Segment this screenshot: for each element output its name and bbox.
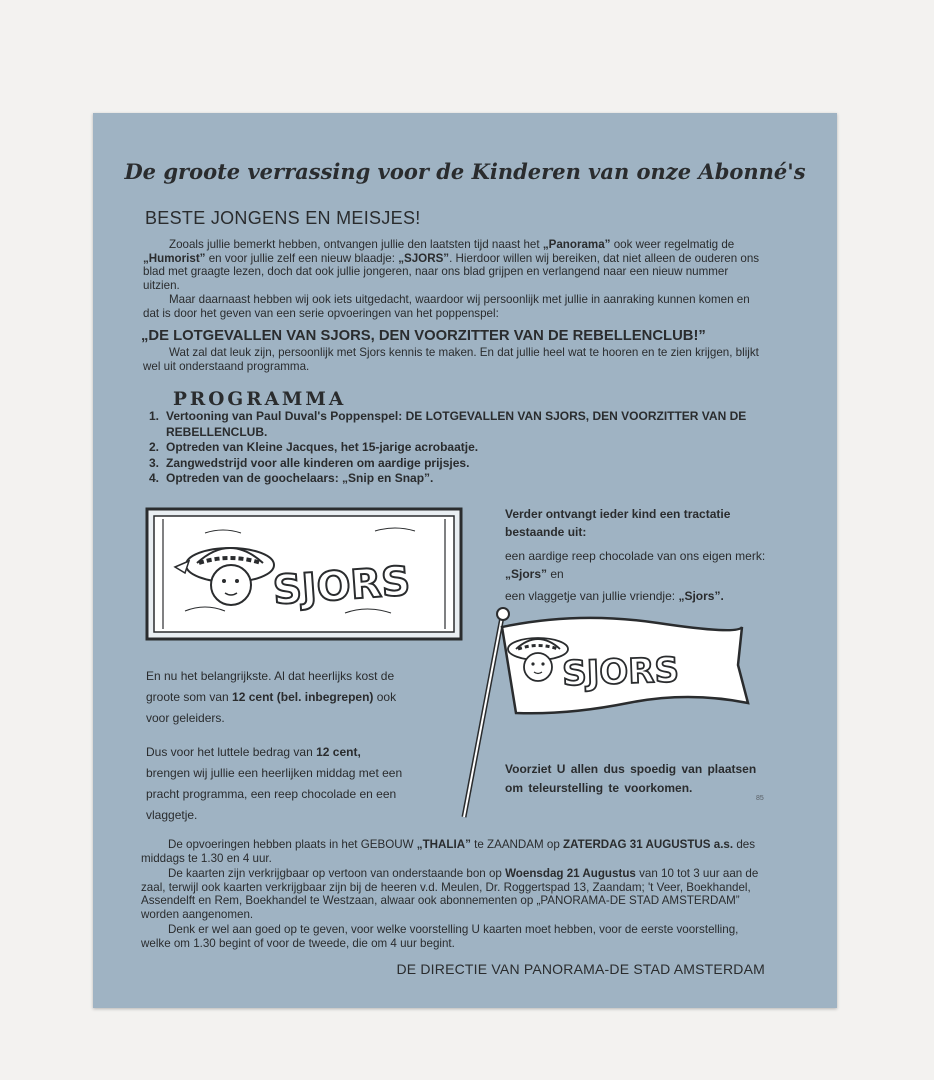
price-text xyxy=(146,666,406,826)
show-headline: „DE LOTGEVALLEN VAN SJORS, DEN VOORZITTER VAN DE REBELLENCLUB!” xyxy=(141,328,706,344)
tractatie-line-1: een aardige reep chocolade van ons eigen merk: „Sjors” en xyxy=(505,549,766,581)
panorama-name: „Panorama” xyxy=(542,238,611,251)
event-paragraph-3: Denk er wel aan goed op te geven, voor welke voorstelling U kaarten moet hebben, voor de eerste voorstelling, welke om 1.30 begint of voor de tweede, die om 4 uur begint. xyxy=(141,923,739,950)
humorist-name: „Humorist” xyxy=(143,251,206,265)
event-paragraph-2: De kaarten zijn verkrijgbaar op vertoon van onderstaande bon op Woensdag 21 Augustus van 10 tot 3 uur aan de zaal, terwijl ook kaarten verkrijgbaar zijn bij de heeren v.d. Meulen, Dr. Roggertspad 13, Zaandam; 't Veer, Boekhandel, Assendelft en Rem, Boekhandel te Westzaan, alwaar ook abonnementen op „PANORAMA-DE STAD AMSTERDAM” worden aangenomen. xyxy=(141,867,759,921)
sjors-name: „SJORS” xyxy=(398,251,450,265)
tractatie-text xyxy=(505,505,775,605)
event-paragraph-1: De opvoeringen hebben plaats in het GEBOUW „THALIA” te ZAANDAM op ZATERDAG 31 AUGUSTUS a.s. des middags te 1.30 en 4 uur. xyxy=(141,838,756,865)
event-details xyxy=(141,838,766,950)
call-to-action: Voorziet U allen dus spoedig van plaatsen om teleurstelling te voorkomen. xyxy=(505,762,757,795)
tractatie-lead: Verder ontvangt ieder kind een tractatie bestaande uit: xyxy=(505,507,731,539)
intro-paragraph-3: Wat zal dat leuk zijn, persoonlijk met Sjors kennis te maken. En dat jullie heel wat te hooren en te zien krijgen, blijkt wel uit onderstaand programma. xyxy=(143,346,759,373)
print-mark: 85 xyxy=(756,795,764,802)
programma-item: 1. Vertooning van Paul Duval's Poppenspel: DE LOTGEVALLEN VAN SJORS, DEN VOORZITTER VAN DE REBELLENCLUB. xyxy=(149,409,747,439)
price-paragraph-1: En nu het belangrijkste. Al dat heerlijks kost de groote som van 12 cent (bel. inbegrepen) ook voor geleiders. xyxy=(146,669,397,725)
intro-paragraph-2: Maar daarnaast hebben wij ook iets uitgedacht, waardoor wij persoonlijk met jullie in aanraking kunnen komen en dat is door het geven van een serie opvoeringen van het poppenspel: xyxy=(143,293,750,320)
signature: DE DIRECTIE VAN PANORAMA-DE STAD AMSTERDAM xyxy=(396,961,765,977)
bar-sjors-label: SJORS xyxy=(271,558,412,614)
flag-sjors-label: SJORS xyxy=(561,650,680,695)
tractatie-line-2: een vlaggetje van jullie vriendje: „Sjors”. xyxy=(505,589,724,603)
programma-item: 4. Optreden van de goochelaars: „Snip en Snap”. xyxy=(149,471,434,485)
event-date: ZATERDAG 31 AUGUSTUS a.s. xyxy=(563,838,734,851)
price-value: 12 cent (bel. inbegrepen) xyxy=(232,690,374,704)
salutation: BESTE JONGENS EN MEISJES! xyxy=(145,208,421,228)
flyer-title: De groote verrassing voor de Kinderen van onze Abonné's xyxy=(124,159,806,184)
chocolate-bar-illustration xyxy=(145,507,465,643)
programma-title: PROGRAMMA xyxy=(173,389,347,410)
ticket-date: Woensdag 21 Augustus xyxy=(505,867,636,880)
venue-name: „THALIA” xyxy=(416,838,471,851)
flyer-sheet xyxy=(93,113,837,1008)
programma-item: 3. Zangwedstrijd voor alle kinderen om aardige prijsjes. xyxy=(149,455,470,470)
price-paragraph-2: Dus voor het luttele bedrag van 12 cent, brengen wij jullie een heerlijken middag met een pracht programma, een reep chocolade en een vlaggetje. xyxy=(146,745,403,822)
programma-item: 2. Optreden van Kleine Jacques, het 15-jarige acrobaatje. xyxy=(149,440,479,454)
intro-paragraph-1: Zooals jullie bemerkt hebben, ontvangen jullie den laatsten tijd naast het „Panorama” ook weer regelmatig de „Humorist” en voor jullie zelf een nieuw blaadje: „SJORS”. Hierdoor willen wij bereiken, dat niet alleen de ouderen ons blad met graagte lezen, doch dat ook jullie jongeren, naar ons blad grijpen en verlangend naar een nieuw nummer uitzien. xyxy=(143,238,760,292)
programma-list xyxy=(149,409,789,487)
